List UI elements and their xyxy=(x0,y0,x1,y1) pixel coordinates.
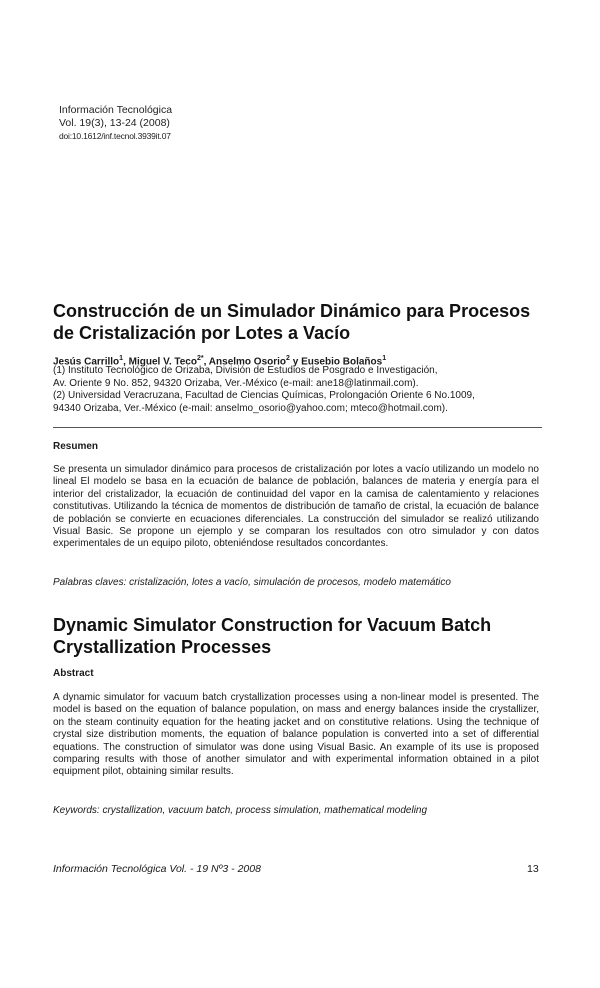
journal-name: Información Tecnológica xyxy=(59,104,173,116)
author-separator: y xyxy=(289,356,302,368)
keywords-spanish: Palabras claves: cristalización, lotes a vacío, simulación de procesos, modelo matemático xyxy=(53,577,451,588)
resumen-heading: Resumen xyxy=(53,441,99,452)
abstract-body: A dynamic simulator for vacuum batch crystallization processes using a non-linear model is presented. The model is based on the equation of balance population, on mass and energy balances inside the crystallizer, on the steam continuity equation for the heating jacket and on constitutive relations. Using the technique of crystal size distribution moments, the equation of balance population is converted into a set of differential equations. The construction of simulator was done using Visual Basic. An example of its use is proposed comparing results with those of another simulator and with experimental information obtained in a pilot equipment pilot, obtaining similar results. xyxy=(53,692,539,778)
affiliation-line: 94340 Orizaba, Ver.-México (e-mail: anselmo_osorio@yahoo.com; mteco@hotmail.com). xyxy=(53,402,448,414)
author-affil-mark: 1 xyxy=(119,355,124,362)
title-english: Dynamic Simulator Construction for Vacuum Batch Crystallization Processes xyxy=(53,615,492,657)
author-name: Anselmo Osorio xyxy=(208,356,287,368)
author-name: Miguel V. Teco xyxy=(128,356,197,368)
keywords-english: Keywords: crystallization, vacuum batch, process simulation, mathematical modeling xyxy=(53,805,428,816)
author-affil-mark: 1 xyxy=(382,355,387,362)
author-name: Jesús Carrillo xyxy=(53,356,120,368)
author-separator: , xyxy=(123,356,129,368)
author-name: Eusebio Bolaños xyxy=(301,356,383,368)
affiliation-line: (1) Instituto Tecnológico de Orizaba, División de Estudios de Posgrado e Investigación, xyxy=(53,365,438,376)
affiliation-line: (2) Universidad Veracruzana, Facultad de Ciencias Químicas, Prolongación Oriente 6 No.1009, xyxy=(53,390,475,402)
journal-doi: doi:10.1612/inf.tecnol.3939it.07 xyxy=(59,131,171,141)
journal-volume: Vol. 19(3), 13-24 (2008) xyxy=(59,117,170,129)
abstract-heading: Abstract xyxy=(53,668,94,679)
footer-journal: Información Tecnológica Vol. - 19 Nº3 - 2008 xyxy=(53,863,261,875)
affiliations xyxy=(53,365,553,415)
author-affil-mark: 2* xyxy=(196,355,204,362)
section-divider xyxy=(53,427,542,428)
journal-header xyxy=(59,104,172,143)
author-separator: , xyxy=(203,356,209,368)
author-affil-mark: 2 xyxy=(286,355,290,362)
resumen-body: Se presenta un simulador dinámico para procesos de cristalización por lotes a vacío utilizando un modelo no lineal El modelo se basa en la ecuación de balance de población, balances de materia y energía para el interior del cristalizador, la ecuación de continuidad del vapor en la camisa de calentamiento y relaciones constitutivas. Utilizando la técnica de momentos de distribución de tamaño de cristal, la ecuación de balance de población se convierte en ecuaciones diferenciales. La construcción del simulador se realizó utilizando Visual Basic. Se propone un ejemplo y se comparan los resultados con otro simulador y con datos experimentales de un equipo piloto, obteniéndose resultados concordantes. xyxy=(53,464,539,550)
page-number: 13 xyxy=(527,863,539,875)
title-spanish: Construcción de un Simulador Dinámico para Procesos de Cristalización por Lotes a Vacío xyxy=(53,301,531,343)
affiliation-line: Av. Oriente 9 No. 852, 94320 Orizaba, Ver.-México (e-mail: ane18@latinmail.com). xyxy=(53,377,419,389)
